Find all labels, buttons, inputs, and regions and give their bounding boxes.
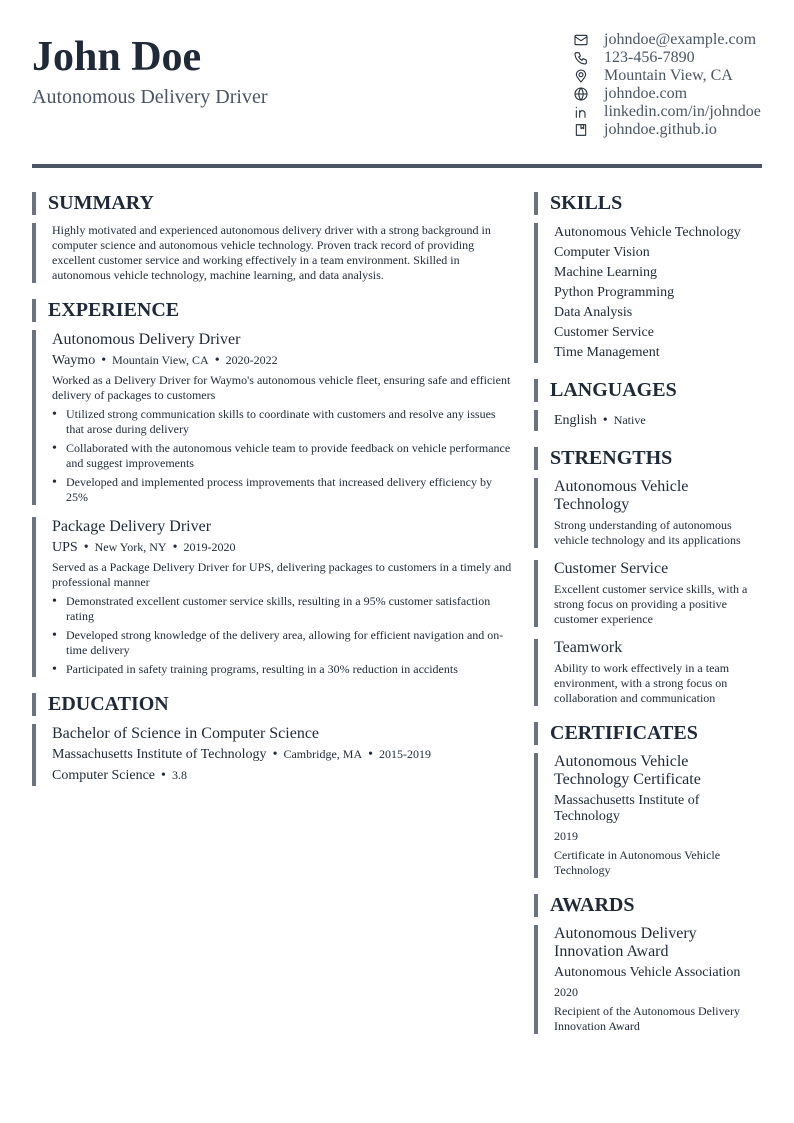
award-year: 2020 (554, 985, 578, 999)
strength-title: Teamwork (554, 639, 623, 656)
strength-desc: Strong understanding of autonomous vehicle technology and its applications (554, 518, 741, 547)
contact-list (572, 31, 772, 139)
email-icon (572, 31, 590, 49)
skills-heading: SKILLS (534, 192, 762, 215)
location-icon (572, 67, 590, 85)
school-location: Cambridge, MA (283, 747, 363, 761)
certificate-issuer: Massachusetts Institute of Technology (554, 793, 700, 824)
contact-email-text[interactable]: johndoe@example.com (604, 31, 757, 48)
summary-text: Highly motivated and experienced autonomous delivery driver with a strong background in computer science and autonomous vehicle technology. Proven track record of providing excellent customer service and working effectively in a team environment. Skilled in autonomous vehicle technology, machine learning, and data analysis. (52, 223, 491, 282)
contact-linkedin-text[interactable]: linkedin.com/in/johndoe (604, 103, 761, 120)
skill-item: Customer Service (554, 325, 654, 340)
certificate-title: Autonomous Vehicle Technology Certificate (554, 753, 701, 788)
job-title: Package Delivery Driver (52, 518, 212, 535)
contact-github[interactable] (572, 121, 772, 139)
gpa: 3.8 (171, 768, 187, 782)
globe-icon (572, 85, 590, 103)
resume-header (32, 30, 762, 150)
job-bullet: • Developed strong knowledge of the delivery area, allowing for efficient navigation and on-time delivery (52, 628, 512, 658)
language-name: English (554, 413, 597, 428)
award-desc: Recipient of the Autonomous Delivery Innovation Award (554, 1004, 740, 1033)
strength-item (534, 560, 762, 627)
strength-title: Autonomous Vehicle Technology (554, 478, 689, 513)
languages-heading: LANGUAGES (534, 379, 762, 402)
header-divider (32, 164, 762, 168)
contact-location (572, 67, 772, 85)
job-company: UPS (52, 540, 78, 555)
candidate-name: John Doe (32, 34, 202, 80)
strength-desc: Excellent customer service skills, with a strong focus on providing a positive customer experience (554, 582, 748, 626)
certificate-year: 2019 (554, 829, 578, 843)
left-column (32, 192, 512, 802)
job-entry (32, 517, 512, 677)
skill-item: Machine Learning (554, 265, 658, 280)
contact-website[interactable] (572, 85, 772, 103)
strengths-section (534, 447, 762, 706)
job-company: Waymo (52, 353, 96, 368)
summary-heading: SUMMARY (32, 192, 512, 215)
certificates-heading: CERTIFICATES (534, 722, 762, 745)
skills-section (534, 192, 762, 363)
job-entry (32, 330, 512, 505)
language-level: Native (613, 413, 646, 427)
job-location: New York, NY (94, 540, 167, 554)
skill-item: Time Management (554, 345, 660, 360)
strength-desc: Ability to work effectively in a team environment, with a strong focus on collaboration and communication (554, 661, 730, 705)
contact-phone[interactable] (572, 49, 772, 67)
strengths-heading: STRENGTHS (534, 447, 762, 470)
skill-item: Computer Vision (554, 245, 650, 260)
job-description: Worked as a Delivery Driver for Waymo's autonomous vehicle fleet, ensuring safe and efficient delivery of packages to customers (52, 373, 511, 402)
education-dates: 2015-2019 (379, 747, 432, 761)
language-item: English • Native (554, 413, 646, 428)
certificates-section (534, 722, 762, 878)
job-dates: 2020-2022 (225, 353, 278, 367)
job-bullet: • Participated in safety training programs, resulting in a 30% reduction in accidents (52, 662, 512, 677)
linkedin-icon (572, 103, 590, 121)
award-title: Autonomous Delivery Innovation Award (554, 925, 697, 960)
education-section (32, 693, 512, 786)
job-bullet: • Demonstrated excellent customer service skills, resulting in a 95% customer satisfaction rating (52, 594, 512, 624)
certificate-desc: Certificate in Autonomous Vehicle Technology (554, 848, 721, 877)
job-bullets (52, 594, 512, 677)
experience-heading: EXPERIENCE (32, 299, 512, 322)
field-of-study: Computer Science (52, 768, 156, 783)
job-bullet: • Developed and implemented process improvements that increased delivery efficiency by 25% (52, 475, 512, 505)
contact-linkedin[interactable] (572, 103, 772, 121)
job-dates: 2019-2020 (183, 540, 236, 554)
contact-location-text: Mountain View, CA (604, 67, 733, 84)
skill-item: Autonomous Vehicle Technology (554, 225, 741, 240)
languages-section (534, 379, 762, 431)
summary-section (32, 192, 512, 283)
job-title: Autonomous Delivery Driver (52, 331, 241, 348)
degree: Bachelor of Science in Computer Science (52, 725, 320, 742)
skill-item: Python Programming (554, 285, 675, 300)
job-bullets (52, 407, 512, 505)
awards-heading: AWARDS (534, 894, 762, 917)
candidate-title: Autonomous Delivery Driver (32, 86, 268, 108)
contact-website-text[interactable]: johndoe.com (604, 85, 688, 102)
experience-section (32, 299, 512, 677)
strength-item (534, 639, 762, 706)
right-column (534, 192, 762, 1050)
contact-github-text[interactable]: johndoe.github.io (604, 121, 717, 138)
award-issuer: Autonomous Vehicle Association (554, 965, 741, 980)
education-meta: Massachusetts Institute of Technology • Cambridge, MA • 2015-2019 (52, 747, 432, 762)
contact-email[interactable] (572, 31, 772, 49)
contact-phone-text[interactable]: 123-456-7890 (604, 49, 695, 66)
strength-item (534, 478, 762, 548)
phone-icon (572, 49, 590, 67)
job-bullet: • Collaborated with the autonomous vehicle team to provide feedback on vehicle performance and suggest improvements (52, 441, 512, 471)
education-heading: EDUCATION (32, 693, 512, 716)
job-description: Served as a Package Delivery Driver for UPS, delivering packages to customers in a timely and professional manner (52, 560, 512, 589)
github-icon (572, 121, 590, 139)
job-bullet: • Utilized strong communication skills to coordinate with customers and resolve any issues that arose during delivery (52, 407, 512, 437)
job-location: Mountain View, CA (112, 353, 209, 367)
job-meta: UPS • New York, NY • 2019-2020 (52, 540, 236, 555)
education-field: Computer Science • 3.8 (52, 768, 187, 783)
strength-title: Customer Service (554, 560, 669, 577)
awards-section (534, 894, 762, 1034)
job-meta: Waymo • Mountain View, CA • 2020-2022 (52, 353, 278, 368)
school: Massachusetts Institute of Technology (52, 747, 267, 762)
skill-item: Data Analysis (554, 305, 633, 320)
